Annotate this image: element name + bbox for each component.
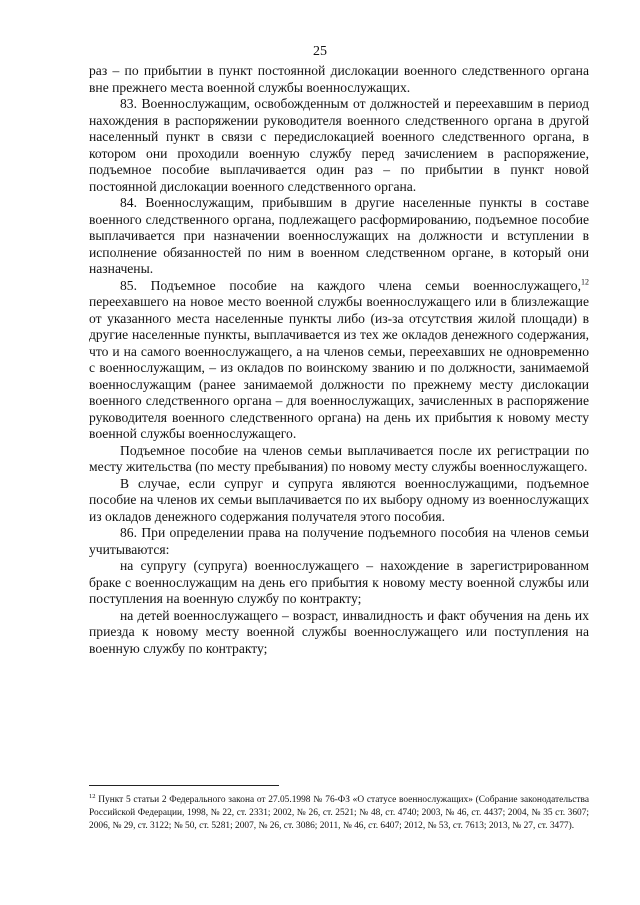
footnote-reference[interactable]: 12: [581, 276, 589, 286]
paragraph-84: 84. Военнослужащим, прибывшим в другие населенные пункты в составе военного следственного органа, подлежащего расформированию, подъемное пособие выплачивается при назначении военнослужащих на должности и вступлении в исполнение обязанностей по ним в военном следственном органе, в который они назначены.: [89, 195, 589, 276]
paragraph-85-start: 85. Подъемное пособие на каждого члена семьи военнослужащего,: [120, 277, 581, 293]
footnote-marker: 12: [89, 792, 96, 800]
paragraph-83: 83. Военнослужащим, освобожденным от должностей и переехавшим в период нахождения в распоряжении руководителя военного следственного органа в другой населенный пункт в связи с передислокацией военного следственного органа, в котором они проходили военную службу перед зачислением в распоряжение, подъемное пособие выплачивается один раз – по прибытии в пункт новой постоянной дислокации военного следственного органа.: [89, 96, 589, 194]
paragraph-85-rest: переехавшего на новое место военной службы военнослужащего или в близлежащие от указанного места населенные пункты либо (из-за отсутствия жилой площади) в другие населенные пункты, выплачивается из тех же окладов денежного содержания, что и на самого военнослужащего, а на членов семьи, переехавших не одновременно с военнослужащим, – из окладов по воинскому званию и по должности, занимаемой военнослужащим (ранее занимаемой должности по прежнему месту дислокации военного следственного органа – для военнослужащих, зачисленных в распоряжение руководителя военного следственного органа) на день их прибытия к новому месту военной службы военнослужащего.: [89, 294, 589, 441]
paragraph-86: 86. При определении права на получение подъемного пособия на членов семьи учитываются:: [89, 525, 589, 557]
paragraph-85-spouses: В случае, если супруг и супруга являются военнослужащими, подъемное пособие на членов их семьи выплачивается по их выбору одному из военнослужащих из окладов денежного содержания получателя этого пособия.: [89, 475, 589, 524]
footnote-divider: [89, 785, 279, 786]
paragraph-85-family-registration: Подъемное пособие на членов семьи выплачивается после их регистрации по месту жительства (по месту пребывания) по новому месту службы военнослужащего.: [89, 442, 589, 474]
footnote-text: Пункт 5 статьи 2 Федерального закона от 27.05.1998 № 76-ФЗ «О статусе военнослужащих» (Собрание законодательства Российской Федерации, 1998, № 22, ст. 2331; 2002, № 26, ст. 2521; № 48, ст. 4740; 2003, № 46, ст. 4437; 2004, № 35 ст. 3607; 2006, № 29, ст. 3122; № 50, ст. 5281; 2007, № 26, ст. 3086; 2011, № 46, ст. 6407; 2012, № 53, ст. 7613; 2013, № 27, ст. 3477).: [89, 795, 589, 831]
paragraph-continuation: раз – по прибытии в пункт постоянной дислокации военного следственного органа вне прежнего места военной службы военнослужащих.: [89, 63, 589, 95]
page-number: 25: [313, 44, 327, 59]
document-body: [89, 63, 589, 657]
paragraph-86-children: на детей военнослужащего – возраст, инвалидность и факт обучения на день их приезда к новому месту военной службы военнослужащего или поступления на военную службу по контракту;: [89, 607, 589, 656]
paragraph-85: [89, 278, 589, 443]
footnote: [89, 794, 589, 832]
paragraph-86-spouse: на супругу (супруга) военнослужащего – нахождение в зарегистрированном браке с военнослужащим на день его прибытия к новому месту военной службы или поступления на военную службу по контракту;: [89, 558, 589, 606]
